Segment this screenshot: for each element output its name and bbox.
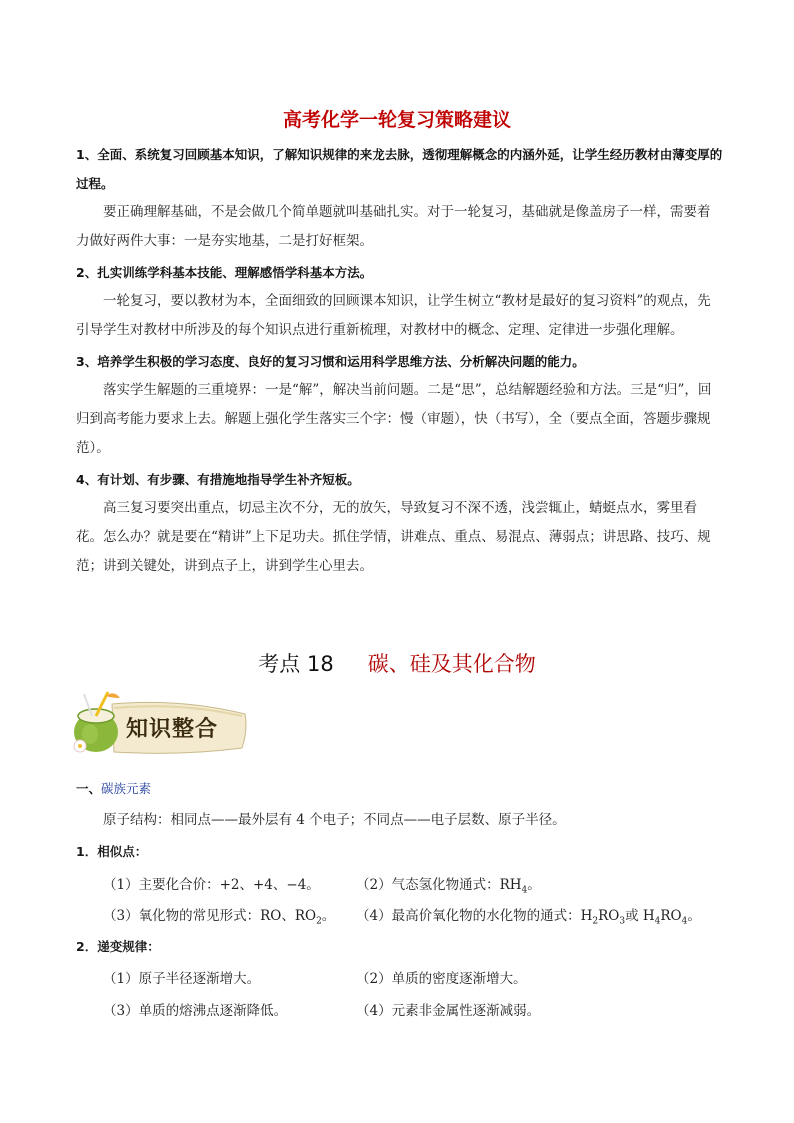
trend-item-2: （2）单质的密度逐渐增大。 bbox=[356, 971, 527, 987]
similar-item-4-mid2: 或 H bbox=[625, 908, 655, 924]
badge-text: 知识整合 bbox=[126, 717, 219, 742]
trend-item-3: （3）单质的熔沸点逐渐降低。 bbox=[103, 1003, 288, 1019]
section-2-body bbox=[76, 287, 720, 345]
part-1-index: 一、 bbox=[76, 781, 102, 796]
similar-item-4-mid1: RO bbox=[598, 908, 620, 924]
trend-item-1: （1）原子半径逐渐增大。 bbox=[103, 971, 261, 987]
part-1-name: 碳族元素 bbox=[101, 781, 152, 796]
section-4-body-text: 高三复习要突出重点，切忌主次不分，无的放矢，导致复习不深不透，浅尝辄止，蜻蜓点水，雾里看花。怎么办？就是要在“精讲”上下足功夫。抓住学情，讲难点、重点、易混点、薄弱点；讲思路、技巧、规范；讲到关键处，讲到点子上，讲到学生心里去。 bbox=[76, 500, 711, 574]
similar-item-4-sub2: 3 bbox=[619, 916, 626, 927]
section-4-body bbox=[76, 494, 720, 581]
similar-item-2 bbox=[356, 873, 541, 896]
section-2-heading: 2、扎实训练学科基本技能、理解感悟学科基本方法。 bbox=[76, 265, 373, 280]
kaodian-number: 考点 18 bbox=[258, 652, 334, 676]
similar-item-2-end: 。 bbox=[527, 877, 541, 893]
section-3-heading: 3、培养学生积极的学习态度、良好的复习习惯和运用科学思维方法、分析解决问题的能力。 bbox=[76, 354, 585, 369]
part-1-heading bbox=[76, 779, 151, 797]
knowledge-badge bbox=[70, 690, 250, 760]
section-3-body bbox=[76, 376, 720, 463]
similar-item-4-end: 。 bbox=[687, 908, 701, 924]
similar-item-3-end: 。 bbox=[321, 908, 336, 924]
main-title: 高考化学一轮复习策略建议 bbox=[282, 109, 511, 131]
similar-item-4-text: （4）最高价氧化物的水化物的通式：H bbox=[356, 908, 593, 924]
section-3-body-text: 落实学生解题的三重境界：一是“解”，解决当前问题。二是“思”，总结解题经验和方法。三是“归”，回归到高考能力要求上去。解题上强化学生落实三个字：慢（审题），快（书写），全（要点全面，答题步骤规范）。 bbox=[76, 382, 712, 456]
kaodian-title bbox=[0, 648, 794, 678]
section-4-heading: 4、有计划、有步骤、有措施地指导学生补齐短板。 bbox=[76, 472, 360, 487]
atomic-structure-line: 原子结构：相同点——最外层有 4 个电子；不同点——电子层数、原子半径。 bbox=[103, 812, 566, 828]
section-1-heading: 1、全面、系统复习回顾基本知识，了解知识规律的来龙去脉，透彻理解概念的内涵外延，让学生经历教材由薄变厚的过程。 bbox=[76, 147, 723, 191]
similar-item-3-sub: 2 bbox=[316, 916, 322, 927]
kaodian-name: 碳、硅及其化合物 bbox=[367, 652, 536, 676]
similar-title: 1．相似点： bbox=[76, 844, 148, 859]
section-2-body-text: 一轮复习，要以教材为本，全面细致的回顾课本知识，让学生树立“教材是最好的复习资料”的观点，先引导学生对教材中所涉及的每个知识点进行重新梳理，对教材中的概念、定理、定律进一步强化理解。 bbox=[76, 293, 711, 338]
similar-item-4 bbox=[356, 904, 701, 927]
similar-item-4-sub1: 2 bbox=[592, 916, 599, 927]
section-1-body-text: 要正确理解基础，不是会做几个简单题就叫基础扎实。对于一轮复习，基础就是像盖房子一样，需要着力做好两件大事：一是夯实地基，二是打好框架。 bbox=[76, 204, 711, 249]
similar-item-2-sub: 4 bbox=[521, 885, 528, 896]
similar-item-3 bbox=[103, 904, 335, 927]
similar-item-4-sub4: 4 bbox=[681, 916, 688, 927]
similar-item-4-sub3: 4 bbox=[654, 916, 661, 927]
similar-item-4-mid3: RO bbox=[660, 908, 682, 924]
similar-item-2-text: （2）气态氢化物通式：RH bbox=[356, 877, 522, 893]
trend-title: 2．递变规律： bbox=[76, 939, 160, 954]
similar-item-1: （1）主要化合价：+2、+4、−4。 bbox=[103, 877, 320, 893]
similar-item-3-text: （3）氧化物的常见形式：RO、RO bbox=[103, 908, 317, 924]
trend-item-4: （4）元素非金属性逐渐减弱。 bbox=[356, 1003, 541, 1019]
section-1-body bbox=[76, 198, 720, 256]
